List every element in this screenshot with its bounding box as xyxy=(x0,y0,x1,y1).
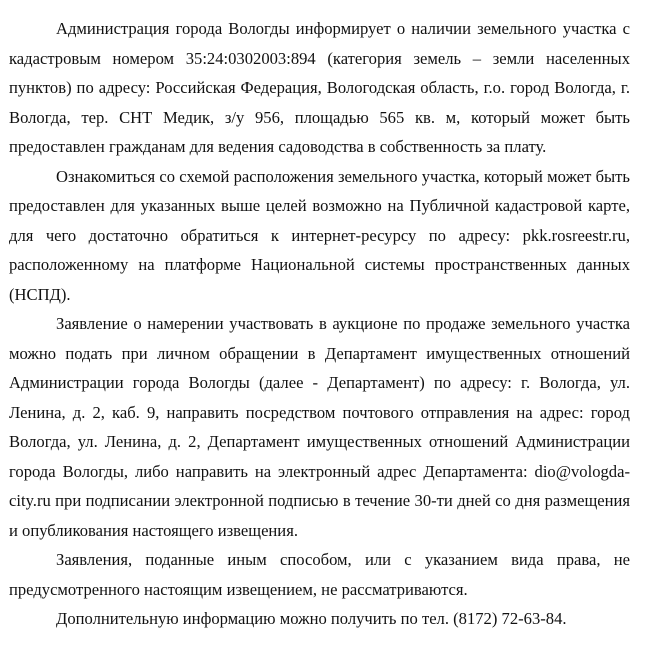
paragraph-rejection-notice: Заявления, поданные иным способом, или с указанием вида права, не предусмотренного настоящим извещением, не рассматриваются. xyxy=(9,550,630,599)
paragraph-cadastral-map: Ознакомиться со схемой расположения земельного участка, который может быть предоставлен для указанных выше целей возможно на Публичной кадастровой карте, для чего достаточно обратиться к интернет-ресурсу по адресу: pkk.rosreestr.ru, расположенному на платформе Национальной системы пространственных данных (НСПД). xyxy=(9,166,630,304)
paragraph-application: Заявление о намерении участвовать в аукционе по продаже земельного участка можно подать при личном обращении в Департамент имущественных отношений Администрации города Вологды (далее - Департамент) по адресу: г. Вологда, ул. Ленина, д. 2, каб. 9, направить посредством почтового отправления на адрес: город Вологда, ул. Ленина, д. 2, Департамент имущественных отношений Администрации города Вологды, либо направить на электронный адрес Департамента: dio@vologda-city.ru при подписании электронной подписью в течение 30-ти дней со дня размещения и опубликования настоящего извещения. xyxy=(9,314,630,540)
paragraph-contact-phone: Дополнительную информацию можно получить по тел. (8172) 72-63-84. xyxy=(56,609,567,628)
paragraph-land-plot-info: Администрация города Вологды информирует о наличии земельного участка с кадастровым номером 35:24:0302003:894 (категория земель – земли населенных пунктов) по адресу: Российская Федерация, Вологодская область, г.о. город Вологда, г. Вологда, тер. СНТ Медик, з/у 956, площадью 565 кв. м, который может быть предоставлен гражданам для ведения садоводства в собственность за плату. xyxy=(9,19,630,156)
